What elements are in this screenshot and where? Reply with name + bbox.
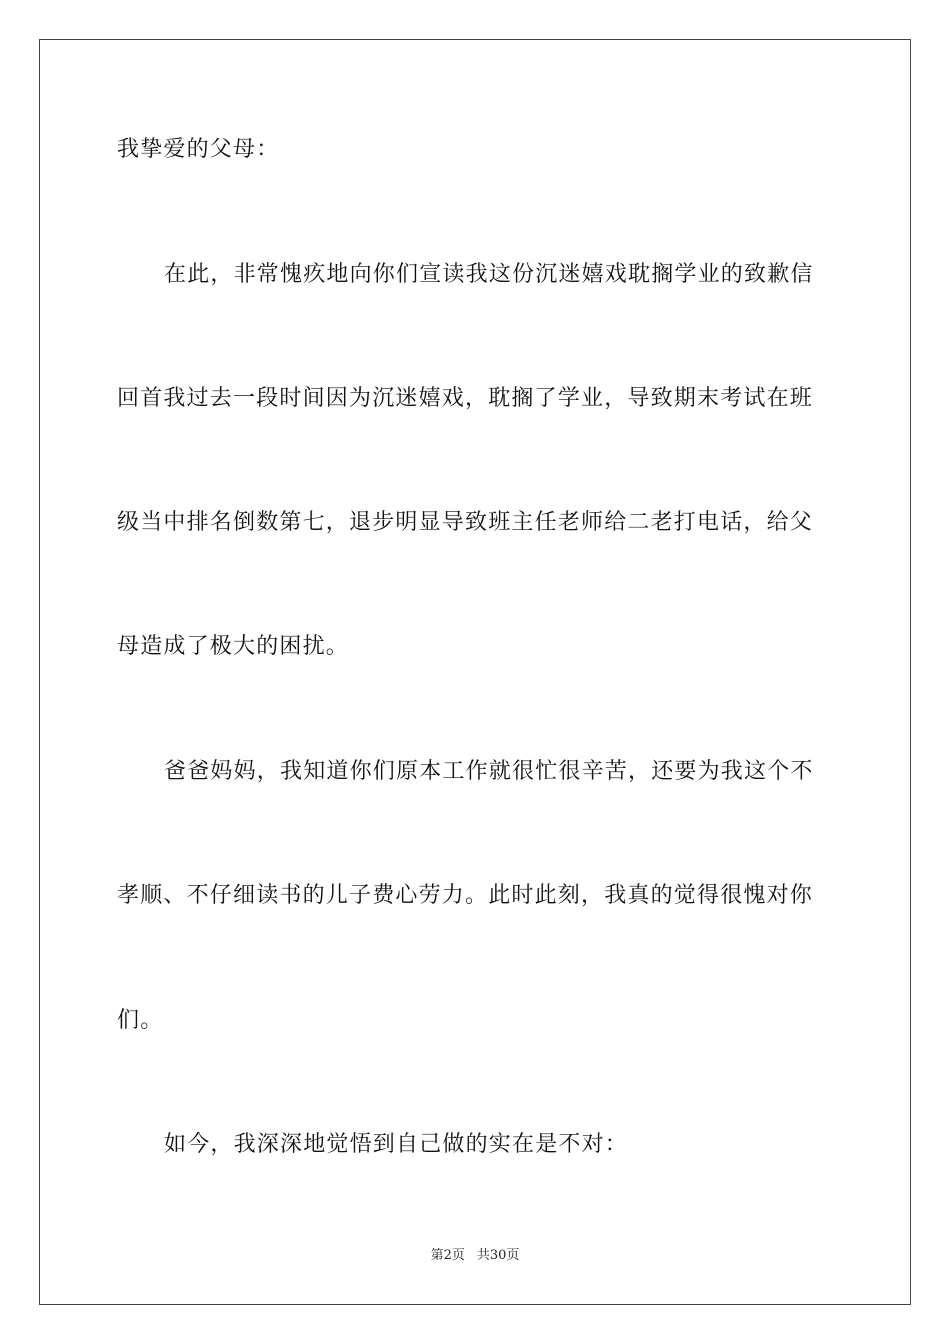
paragraph-1-line-4: 母造成了极大的困扰。 [117, 634, 350, 659]
paragraph-3-line-1: 如今，我深深地觉悟到自己做的实在是不对： [164, 1132, 629, 1157]
paragraph-1-line-3: 级当中排名倒数第七，退步明显导致班主任老师给二老打电话，给父 [117, 510, 814, 535]
paragraph-2-line-2: 孝顺、不仔细读书的儿子费心劳力。此时此刻，我真的觉得很愧对你 [117, 883, 814, 908]
paragraph-2-line-3: 们。 [117, 1008, 164, 1033]
salutation-line: 我挚爱的父母： [117, 137, 280, 162]
page-border [39, 39, 911, 1305]
paragraph-1-line-2: 回首我过去一段时间因为沉迷嬉戏，耽搁了学业，导致期末考试在班 [117, 386, 814, 411]
page-total: 共30页 [476, 1248, 520, 1263]
page-footer [0, 1247, 950, 1265]
paragraph-1-line-1: 在此，非常愧疚地向你们宣读我这份沉迷嬉戏耽搁学业的致歉信 [164, 262, 814, 287]
page-number: 第2页 [430, 1248, 465, 1263]
paragraph-2-line-1: 爸爸妈妈，我知道你们原本工作就很忙很辛苦，还要为我这个不 [164, 759, 814, 784]
